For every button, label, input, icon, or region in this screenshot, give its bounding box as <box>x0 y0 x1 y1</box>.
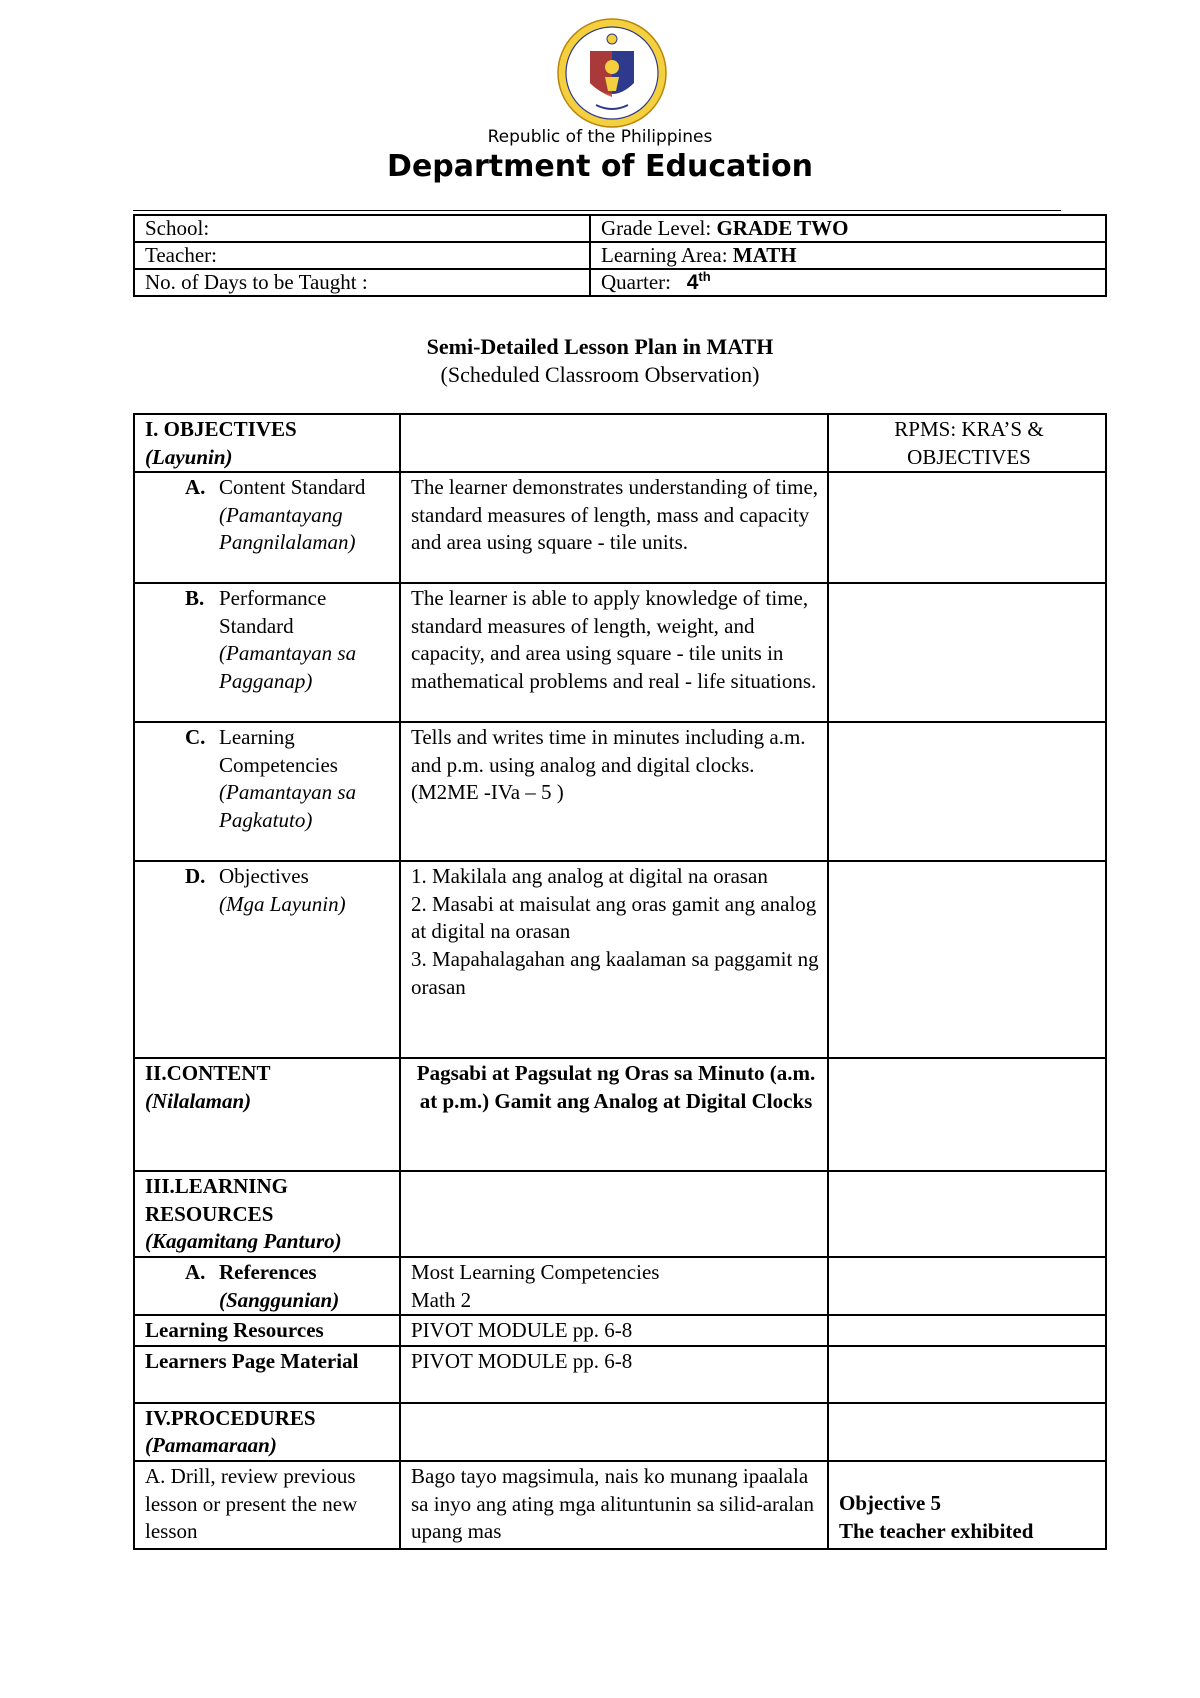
competencies-code: (M2ME -IVa – 5 ) <box>411 780 564 805</box>
teacher-label: Teacher: <box>145 243 217 267</box>
objective-item: 2. Masabi at maisulat ang oras gamit ang analog at digital na orasan <box>411 891 817 944</box>
content-standard-row <box>134 472 1106 583</box>
department-title: Department of Education <box>387 149 813 184</box>
content-standard-letter: A. <box>185 475 206 500</box>
days-label: No. of Days to be Taught : <box>145 270 368 294</box>
school-label: School: <box>145 216 210 240</box>
days-cell <box>134 269 590 296</box>
resources-rpms <box>828 1171 1106 1257</box>
lesson-plan-table <box>133 413 1107 1550</box>
info-row <box>134 242 1106 269</box>
drill-label: A. Drill, review previous lesson or present the new lesson <box>134 1461 400 1549</box>
area-label: Learning Area: <box>601 243 728 267</box>
deped-seal-icon <box>556 17 668 129</box>
procedures-empty-cell <box>400 1403 828 1461</box>
procedures-heading-cell <box>134 1403 400 1461</box>
references-line1: Most Learning Competencies <box>411 1259 660 1284</box>
area-cell <box>590 242 1106 269</box>
competencies-text: Tells and writes time in minutes including a.m. and p.m. using analog and digital clocks. <box>411 725 806 777</box>
performance-standard-rpms <box>828 583 1106 722</box>
content-standard-label-cell <box>134 472 400 583</box>
competencies-label: Learning Competencies <box>219 725 338 777</box>
references-row <box>134 1257 1106 1315</box>
objectives-d-label: Objectives <box>219 864 309 889</box>
content-sub: (Nilalaman) <box>145 1088 252 1113</box>
rpms-heading: RPMS: KRA’S & OBJECTIVES <box>828 414 1106 472</box>
performance-standard-letter: B. <box>185 586 205 611</box>
content-standard-sub: (Pamantayang Pangnilalaman) <box>219 502 356 555</box>
grade-value: GRADE TWO <box>716 216 849 240</box>
content-row <box>134 1058 1106 1171</box>
procedures-row <box>134 1403 1106 1461</box>
resources-heading-cell <box>134 1171 400 1257</box>
objectives-empty-cell <box>400 414 828 472</box>
learners-page-label: Learners Page Material <box>134 1346 400 1403</box>
learners-page-rpms <box>828 1346 1106 1403</box>
info-row <box>134 269 1106 296</box>
objectives-d-sub: (Mga Layunin) <box>219 891 346 916</box>
performance-standard-label-cell <box>134 583 400 722</box>
drill-rpms-line2: The teacher exhibited <box>839 1518 1034 1543</box>
performance-standard-text: The learner is able to apply knowledge of time, standard measures of length, weight, and capacity, and area using square - tile units in mathematical problems and real - life situations. <box>400 583 828 722</box>
competencies-letter: C. <box>185 725 206 750</box>
performance-standard-sub: (Pamantayan sa Pagganap) <box>219 641 357 693</box>
learning-resources-rpms <box>828 1315 1106 1346</box>
references-cell <box>400 1257 828 1315</box>
procedures-heading: IV.PROCEDURES <box>145 1405 316 1430</box>
quarter-label: Quarter: <box>601 270 671 294</box>
grade-label: Grade Level: <box>601 216 712 240</box>
objectives-sub: (Layunin) <box>145 444 233 469</box>
plan-title: Semi-Detailed Lesson Plan in MATH <box>426 334 774 359</box>
teacher-cell <box>134 242 590 269</box>
objectives-heading: I. OBJECTIVES <box>145 417 297 441</box>
learning-resources-label: Learning Resources <box>134 1315 400 1346</box>
content-heading: II.CONTENT <box>145 1061 271 1086</box>
area-value: MATH <box>732 243 797 267</box>
objective-item: 1. Makilala ang analog at digital na orasan <box>411 864 768 889</box>
competencies-cell <box>400 722 828 861</box>
references-line2: Math 2 <box>411 1287 472 1312</box>
quarter-suffix: th <box>698 269 711 284</box>
resources-sub: (Kagamitang Panturo) <box>145 1229 342 1254</box>
competencies-rpms <box>828 722 1106 861</box>
content-heading-cell <box>134 1058 400 1171</box>
references-letter: A. <box>185 1259 206 1284</box>
references-label-cell <box>134 1257 400 1315</box>
performance-standard-label: Performance Standard <box>219 586 327 638</box>
performance-standard-row <box>134 583 1106 722</box>
content-rpms <box>828 1058 1106 1171</box>
info-table <box>133 214 1107 297</box>
content-text: Pagsabi at Pagsulat ng Oras sa Minuto (a.m. at p.m.) Gamit ang Analog at Digital Clocks <box>400 1058 828 1171</box>
references-rpms <box>828 1257 1106 1315</box>
resources-empty-cell <box>400 1171 828 1257</box>
learners-page-row <box>134 1346 1106 1403</box>
objectives-d-letter: D. <box>185 864 206 889</box>
republic-line: Republic of the Philippines <box>487 127 713 147</box>
objective-item: 3. Mapahalagahan ang kaalaman sa paggamit ng orasan <box>411 946 819 999</box>
drill-row <box>134 1461 1106 1549</box>
drill-rpms-cell <box>828 1461 1106 1549</box>
grade-cell <box>590 215 1106 242</box>
school-cell <box>134 215 590 242</box>
quarter-cell <box>590 269 1106 296</box>
competencies-sub: (Pamantayan sa Pagkatuto) <box>219 780 357 832</box>
content-standard-text: The learner demonstrates understanding of time, standard measures of length, mass and capacity and area using square - tile units. <box>400 472 828 583</box>
objectives-heading-cell <box>134 414 400 472</box>
resources-row <box>134 1171 1106 1257</box>
drill-text: Bago tayo magsimula, nais ko munang ipaalala sa inyo ang ating mga alituntunin sa silid-aralan upang mas <box>400 1461 828 1549</box>
competencies-label-cell <box>134 722 400 861</box>
references-sub: (Sanggunian) <box>219 1287 340 1312</box>
resources-heading: III.LEARNING RESOURCES <box>145 1174 288 1226</box>
info-row <box>134 215 1106 242</box>
objectives-d-label-cell <box>134 861 400 1058</box>
header-divider <box>133 210 1061 211</box>
procedures-rpms <box>828 1403 1106 1461</box>
objectives-d-row <box>134 861 1106 1058</box>
content-standard-label: Content Standard <box>219 475 366 500</box>
drill-rpms-line1: Objective 5 <box>839 1490 942 1515</box>
learning-resources-value: PIVOT MODULE pp. 6-8 <box>400 1315 828 1346</box>
procedures-sub: (Pamamaraan) <box>145 1433 277 1458</box>
content-standard-rpms <box>828 472 1106 583</box>
plan-subtitle: (Scheduled Classroom Observation) <box>440 362 760 387</box>
quarter-value: 4 <box>686 271 699 294</box>
competencies-row <box>134 722 1106 861</box>
objectives-row <box>134 414 1106 472</box>
objectives-d-cell <box>400 861 828 1058</box>
objectives-d-rpms <box>828 861 1106 1058</box>
learners-page-value: PIVOT MODULE pp. 6-8 <box>400 1346 828 1403</box>
learning-resources-row <box>134 1315 1106 1346</box>
references-label: References <box>219 1259 317 1284</box>
